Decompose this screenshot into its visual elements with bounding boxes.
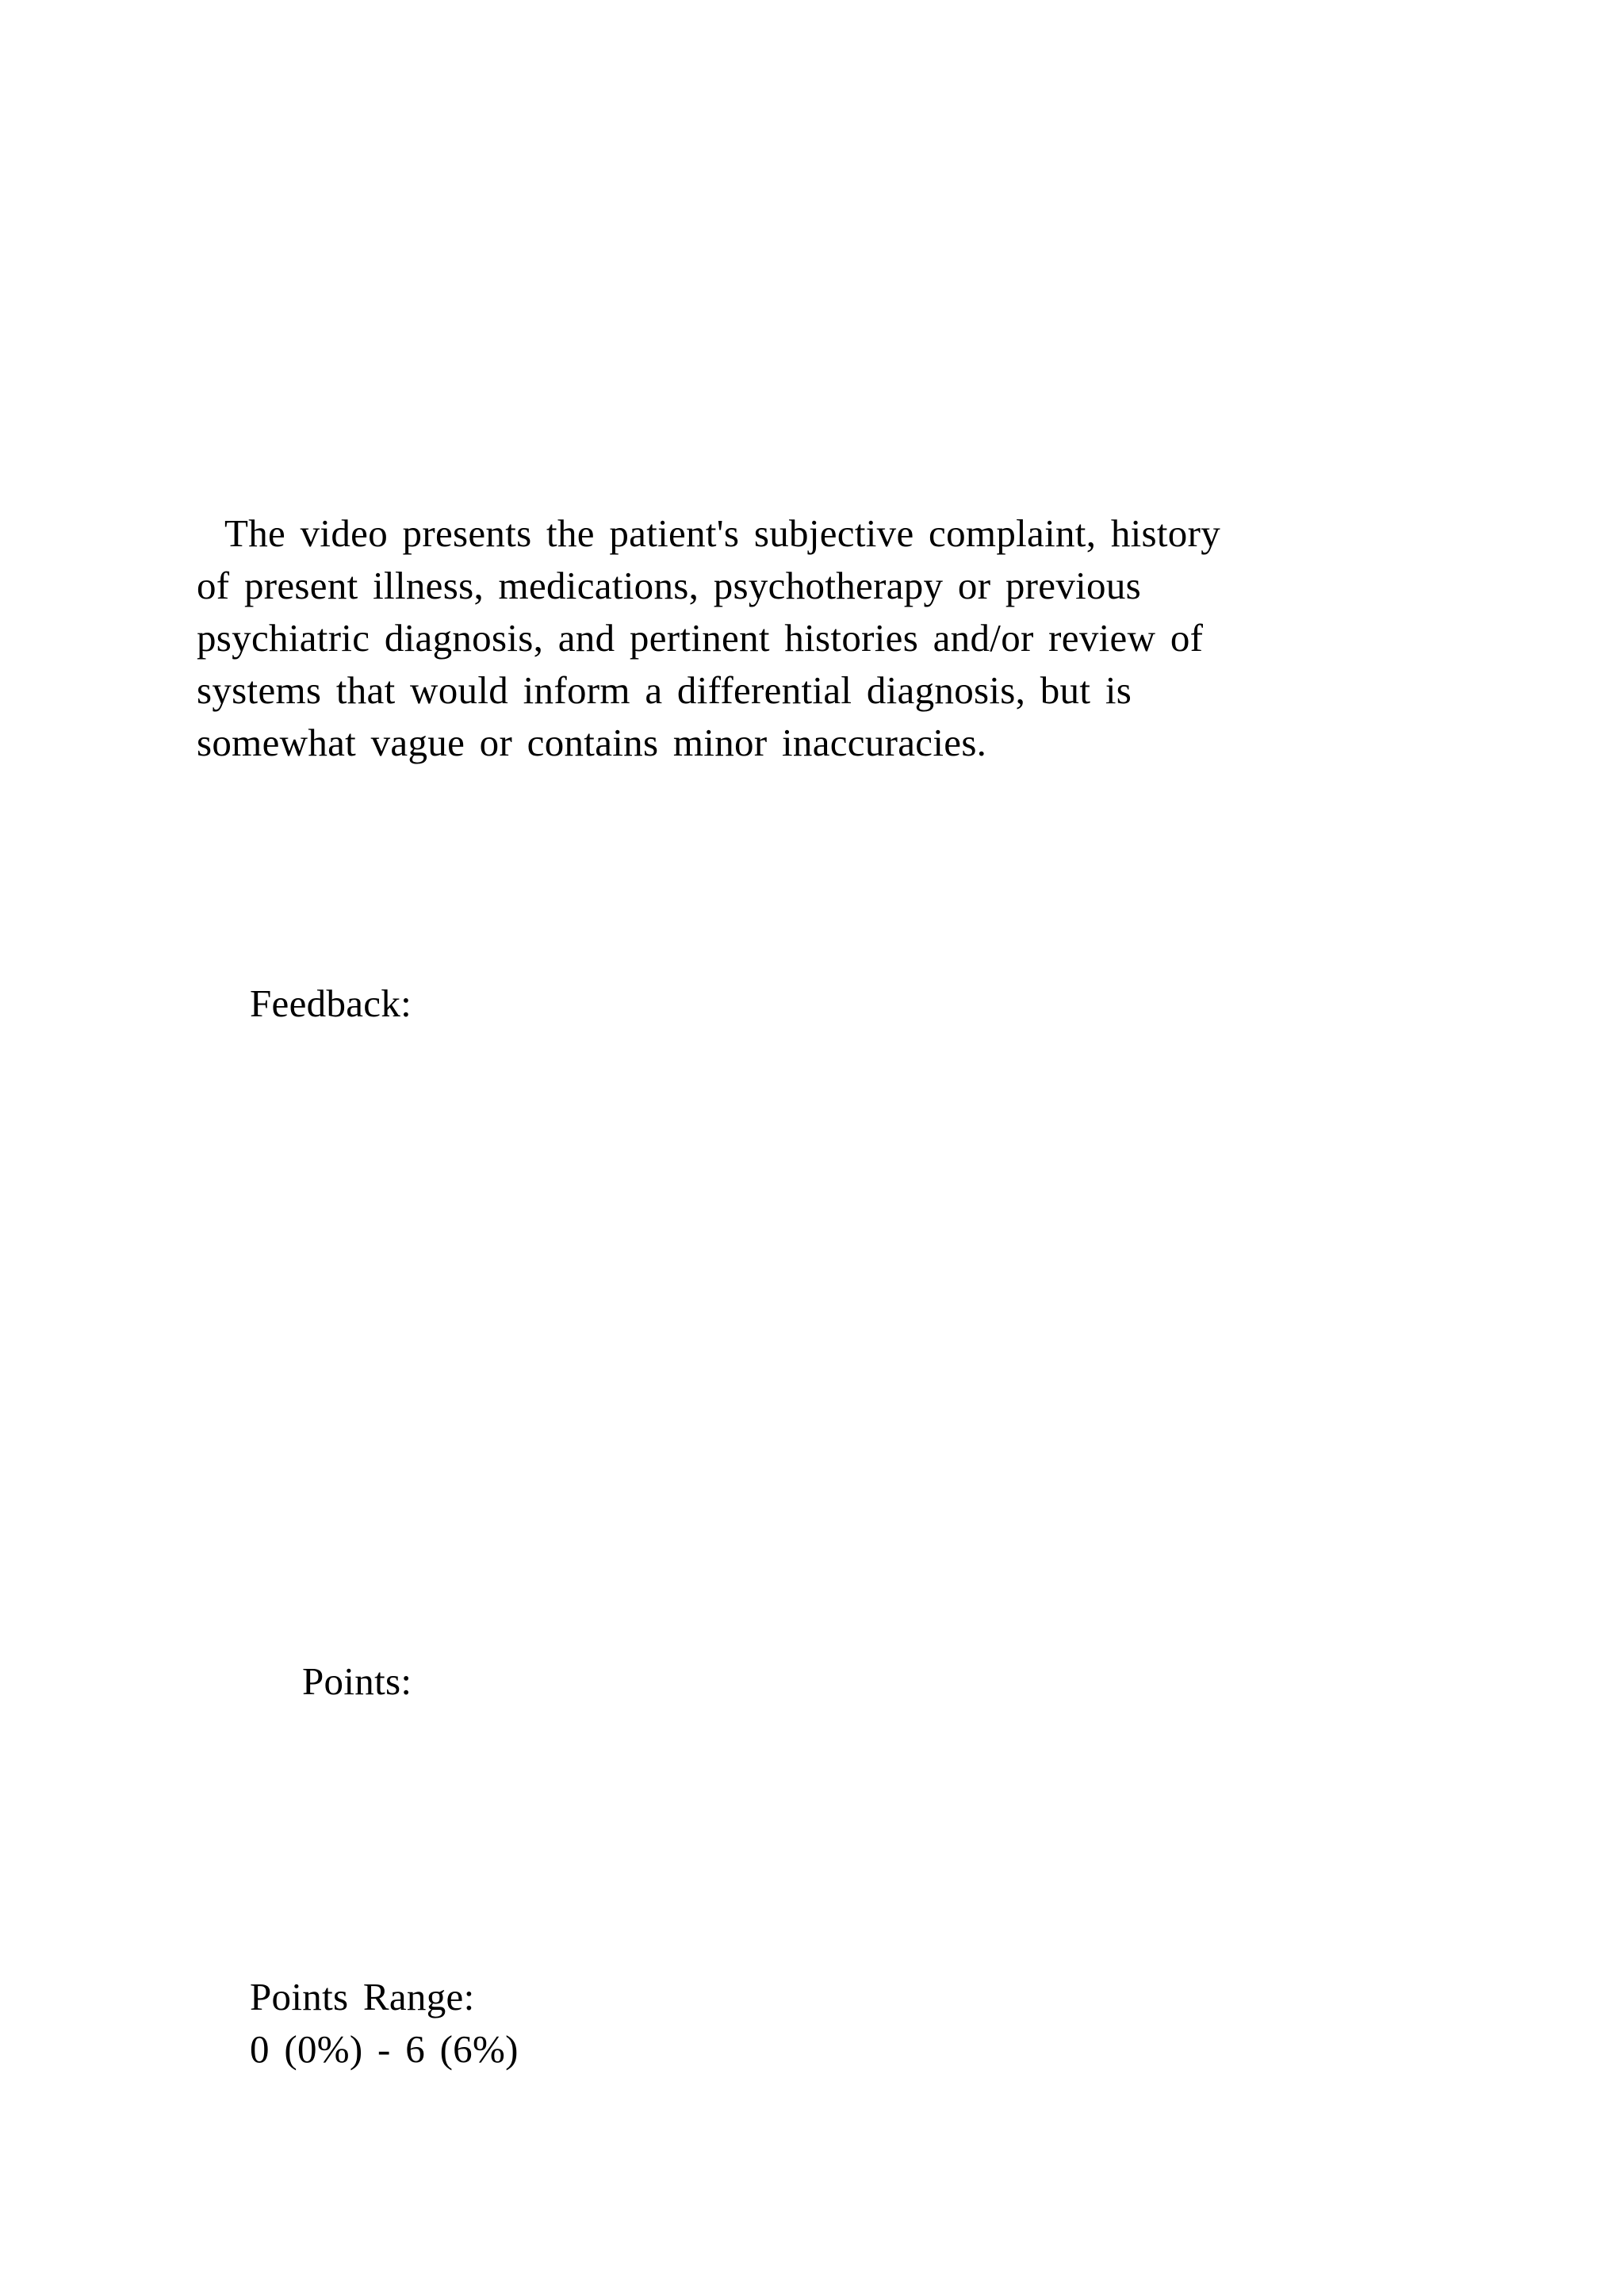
description-line: systems that would inform a differential diagnosis, but is [197,668,1132,712]
feedback-label: Feedback: [250,982,412,1025]
points-range-value: 0 (0%) - 6 (6%) [250,2027,519,2071]
points-range-label: Points Range: [250,1975,475,2019]
description-line: of present illness, medications, psychotherapy or previous [197,564,1142,607]
description-line: somewhat vague or contains minor inaccuracies. [197,721,987,764]
description-line: psychiatric diagnosis, and pertinent histories and/or review of [197,616,1204,660]
description-line: The video presents the patient's subjective complaint, history [224,511,1221,555]
points-label: Points: [302,1659,412,1703]
